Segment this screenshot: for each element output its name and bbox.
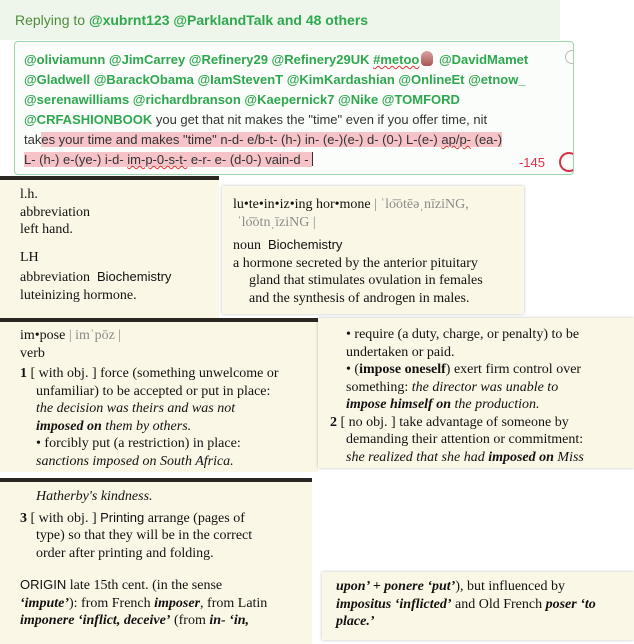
sense-number: 3	[20, 510, 27, 526]
headword: lu•te•in•iz•ing hor•mone	[233, 197, 371, 212]
definition: and the synthesis of androgen in males.	[249, 290, 470, 306]
composer-line-3: @serenawilliams @richardbranson @Kaepernick7 @Nike @TOMFORD	[24, 92, 460, 107]
origin-text: , from Latin	[200, 595, 268, 611]
pos-line	[233, 236, 524, 255]
example	[330, 396, 634, 414]
definition: order after printing and folding.	[36, 545, 214, 561]
grammar-label: [ no obj. ]	[340, 414, 396, 430]
headword: l.h.	[20, 187, 38, 202]
origin-line	[20, 595, 312, 613]
origin-label: ORIGIN	[20, 577, 67, 592]
mention-text: @oliviamunn @JimCarrey @Refinery29 @Refinery29UK	[24, 52, 374, 67]
definition: demanding their attention or commitment:	[346, 432, 584, 447]
example-text: them by others.	[101, 418, 192, 434]
example	[20, 418, 318, 436]
over-limit-segment: e-r- e- (d-0-) vain-d -	[187, 152, 313, 167]
phrase: impose oneself	[359, 362, 446, 377]
sense-3	[20, 509, 312, 528]
pronunciation: ˈlo͞otnˌīziNG |	[237, 214, 316, 230]
definition: type) so that they will be in the correct	[36, 528, 253, 543]
composer-line-2: @Gladwell @BarackObama @IamStevenT @KimKardashian @OnlineEt @etnow_	[24, 72, 526, 87]
example	[330, 449, 634, 467]
sub-sense: • require (a duty, charge, or penalty) to be	[346, 327, 580, 342]
origin-term: in- ‘in,	[209, 613, 250, 628]
part-of-speech: verb	[20, 345, 45, 361]
grammar-label: [ with obj. ]	[30, 366, 97, 381]
composer-line-5	[24, 130, 544, 150]
headword: im•pose	[20, 328, 66, 343]
sub-sense: • forcibly put (a restriction) in place:	[36, 436, 241, 451]
headword-line	[20, 327, 318, 345]
composer-line-6	[24, 150, 544, 170]
definition: arrange (pages of	[144, 510, 245, 526]
body-text: tak	[24, 132, 42, 147]
sense-1	[20, 365, 318, 383]
emoji-picker-icon[interactable]	[565, 50, 574, 64]
over-limit-text	[41, 132, 502, 147]
definition: ) exert firm control over	[445, 362, 582, 377]
over-limit-segment: L- (h-) e-(ye-) i-d-	[24, 152, 128, 167]
definition: gland that stimulates ovulation in females	[249, 273, 483, 288]
origin-text: and Old French	[451, 596, 546, 612]
composer-line-4	[24, 110, 544, 130]
pronunciation: | ˈlo͞otēəˌnīziNG,	[374, 197, 469, 212]
example-text: the production.	[451, 397, 540, 412]
composer-line-1	[24, 50, 544, 70]
mention-text: @DavidMamet	[435, 52, 529, 67]
sub-sense	[330, 361, 634, 379]
replying-to-prefix: Replying to	[15, 12, 89, 28]
origin-line	[20, 612, 312, 630]
body-text: you get that nit makes the "time" even if you offer time, nit	[152, 112, 488, 127]
part-of-speech: abbreviation	[20, 270, 90, 285]
dictionary-panel-luteinizing-hormone	[222, 186, 524, 314]
over-limit-segment: es your time and makes "time" n-d- e/b-t- (h-) in- (e-)(e-) d- (0-) L-(e-)	[41, 132, 442, 147]
headword: LH	[20, 249, 39, 265]
over-limit-segment: (ea-)	[471, 132, 503, 147]
definition: luteinizing hormone.	[20, 287, 137, 303]
dictionary-panel-impose-1	[0, 318, 318, 472]
dictionary-panel-impose-2	[318, 318, 634, 468]
origin-term: place.’	[336, 614, 375, 629]
pronunciation: | imˈpōz |	[68, 328, 122, 343]
emoji-icon	[421, 51, 433, 66]
origin-term: impositus ‘inflicted’	[336, 596, 452, 612]
dictionary-panel-impose-3	[0, 478, 312, 644]
subject-label: Biochemistry	[96, 269, 172, 284]
definition: take advantage of someone by	[395, 414, 569, 430]
example-text: Miss	[553, 449, 584, 465]
text-cursor	[312, 152, 313, 166]
tweet-composer[interactable]	[14, 41, 574, 175]
example-keyword: impose himself on	[346, 397, 452, 412]
example: sanctions imposed on South Africa.	[36, 453, 234, 469]
part-of-speech: noun	[233, 238, 261, 253]
example: Hatherby's kindness.	[36, 489, 153, 504]
subject-label: Biochemistry	[268, 237, 343, 252]
subject-label: Printing	[100, 509, 145, 525]
character-progress-ring	[559, 152, 574, 172]
replying-to-label	[15, 12, 368, 28]
pos-line	[20, 268, 219, 287]
origin-line	[336, 596, 634, 614]
sense-2	[330, 414, 634, 432]
origin-line	[336, 578, 634, 596]
origin-text: ), but influenced by	[455, 579, 565, 594]
origin-text: (from	[170, 613, 210, 628]
origin-term: upon’ + ponere ‘put’	[336, 579, 456, 594]
mention-text: @CRFASHIONBOOK	[24, 112, 153, 127]
definition: a hormone secreted by the anterior pituitary	[233, 255, 478, 271]
replying-to-handles[interactable]: @xubrnt123 @ParklandTalk and 48 others	[88, 12, 369, 28]
misspelled-word: im-p-0-s-t-	[127, 152, 188, 167]
origin-term: imposer	[154, 595, 201, 611]
example-keyword: imposed on	[488, 449, 554, 465]
misspelled-word: ap/p-	[441, 132, 472, 147]
headword-line	[233, 196, 524, 214]
dictionary-panel-lh	[0, 176, 219, 320]
example: the director was unable to	[411, 379, 559, 395]
example: the decision was theirs and was not	[36, 401, 236, 416]
hashtag-metoo: #metoo	[373, 52, 420, 67]
origin-term: imponere ‘inflict, deceive’	[20, 613, 171, 628]
tweet-text[interactable]	[24, 50, 544, 170]
definition: unfamiliar) to be accepted or put in place:	[36, 383, 271, 399]
character-counter: -145	[518, 155, 545, 170]
origin-term: ‘impute’	[20, 595, 69, 611]
origin-term: poser ‘to	[545, 596, 596, 612]
sense-number: 1	[20, 366, 27, 381]
sense-number: 2	[330, 414, 337, 430]
origin-text: late 15th cent. (in the sense	[66, 578, 223, 593]
definition: force (something unwelcome or	[100, 366, 279, 381]
over-limit-text	[24, 152, 312, 167]
bullet: • (	[346, 362, 360, 377]
part-of-speech: abbreviation	[20, 204, 90, 220]
dictionary-panel-impose-4	[322, 572, 634, 640]
example-keyword: imposed on	[36, 418, 102, 434]
origin-text: ): from French	[69, 595, 155, 611]
definition: something:	[346, 379, 412, 395]
example-text: she realized that she had	[346, 449, 489, 465]
grammar-label: [ with obj. ]	[30, 510, 97, 526]
definition	[330, 379, 634, 397]
origin-line	[20, 576, 312, 595]
definition: left hand.	[20, 222, 73, 237]
definition: undertaken or paid.	[346, 344, 455, 360]
